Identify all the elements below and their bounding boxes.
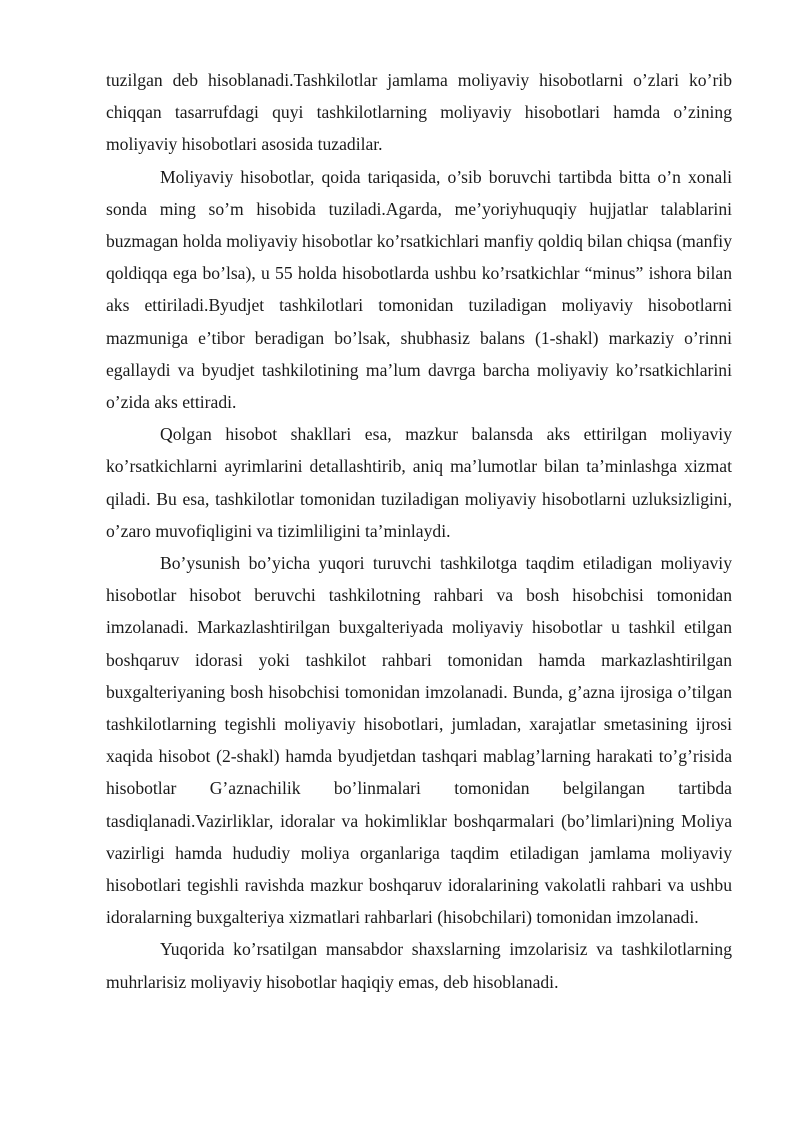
paragraph-signing: Bo’ysunish bo’yicha yuqori turuvchi tashkilotga taqdim etiladigan moliyaviy hisobotlar hisobot beruvchi tashkilotning rahbari va bosh hisobchisi tomonidan imzolanadi. Markazlashtirilgan buxgalteriyada moliyaviy hisobotlar u tashkil etilgan boshqaruv idorasi yoki tashkilot rahbari tomonidan hamda markazlashtirilgan buxgalteriyaning bosh hisobchisi tomonidan imzolanadi. Bunda, g’azna ijrosiga o’tilgan tashkilotlarning tegishli moliyaviy hisobotlari, jumladan, xarajatlar smetasining ijrosi xaqida hisobot (2-shakl) hamda byudjetdan tashqari mablag’larning harakati to’g’risida hisobotlar G’aznachilik bo’linmalari tomonidan belgilangan tartibda tasdiqlanadi.Vazirliklar, idoralar va hokimliklar boshqarmalari (bo’limlari)ning Moliya vazirligi hamda hududiy moliya organlariga taqdim etiladigan jamlama moliyaviy hisobotlari tegishli ravishda mazkur boshqaruv idoralarining vakolatli rahbari va ushbu idoralarning buxgalteriya xizmatlari rahbarlari (hisobchilari) tomonidan imzolanadi. xyxy=(106,553,732,928)
paragraph-format: Moliyaviy hisobotlar, qoida tariqasida, o’sib boruvchi tartibda bitta o’n xonali sonda ming so’m hisobida tuziladi.Agarda, me’yoriyhuquqiy hujjatlar talablarini buzmagan holda moliyaviy hisobotlar ko’rsatkichlari manfiy qoldiq bilan chiqsa (manfiy qoldiqqa ega bo’lsa), u 55 holda hisobotlarda ushbu ko’rsatkichlar “minus” ishora bilan aks ettiriladi.Byudjet tashkilotlari tomonidan tuziladigan moliyaviy hisobotlarni mazmuniga e’tibor beradigan bo’lsak, shubhasiz balans (1-shakl) markaziy o’rinni egallaydi va byudjet tashkilotining ma’lum davrga barcha moliyaviy ko’rsatkichlarini o’zida aks ettiradi. xyxy=(106,166,732,413)
paragraph-other-forms: Qolgan hisobot shakllari esa, mazkur balansda aks ettirilgan moliyaviy ko’rsatkichlarni ayrimlarini detallashtirib, aniq ma’lumotlar bilan ta’minlashga xizmat qiladi. Bu esa, tashkilotlar tomonidan tuziladigan moliyaviy hisobotlarni uzluksizligini, o’zaro muvofiqligini va tizimliligini ta’minlaydi. xyxy=(106,424,732,541)
body-text xyxy=(106,64,732,998)
paragraph-continuation: tuzilgan deb hisoblanadi.Tashkilotlar jamlama moliyaviy hisobotlarni o’zlari ko’rib chiqqan tasarrufdagi quyi tashkilotlarning moliyaviy hisobotlari hamda o’zining moliyaviy hisobotlari asosida tuzadilar. xyxy=(106,70,732,155)
paragraph-validity: Yuqorida ko’rsatilgan mansabdor shaxslarning imzolarisiz va tashkilotlarning muhrlarisiz moliyaviy hisobotlar haqiqiy emas, deb hisoblanadi. xyxy=(106,939,732,992)
